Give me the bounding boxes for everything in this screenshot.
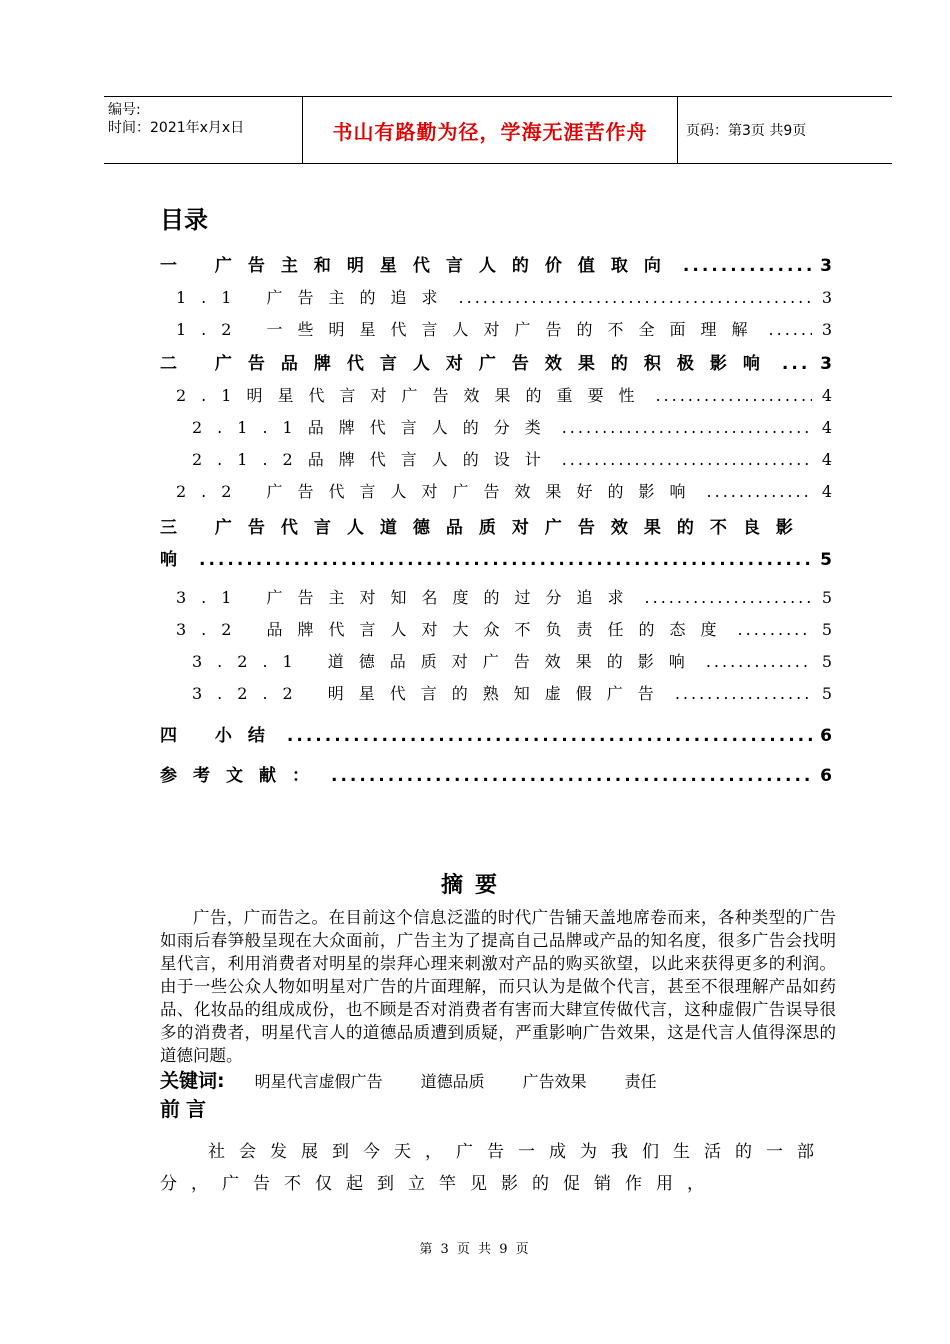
toc-entry-label: 2.1明星代言对广告效果的重要性 xyxy=(176,386,650,405)
keywords-label: 关键词: xyxy=(160,1070,225,1092)
toc-entry[interactable] xyxy=(160,544,832,576)
toc-entry-label: 3.2 品牌代言人对大众不负责任的态度 xyxy=(176,620,732,639)
toc-leader xyxy=(331,760,812,792)
toc-entry[interactable] xyxy=(160,444,832,476)
toc-entry-page: 4 xyxy=(821,450,832,469)
toc-leader xyxy=(562,444,812,476)
number-label: 编号: xyxy=(108,102,141,118)
time-label: 时间：2021年x月x日 xyxy=(108,120,245,136)
toc-leader xyxy=(683,250,812,282)
header-motto: 书山有路勤为径，学海无涯苦作舟 xyxy=(303,97,678,163)
toc-entry[interactable] xyxy=(160,720,832,752)
intro-body: 社会发展到今天，广告一成为我们生活的一部分，广告不仅起到立竿见影的促销作用， xyxy=(160,1142,828,1194)
toc-entry[interactable] xyxy=(160,476,832,508)
toc-entry[interactable] xyxy=(160,380,832,412)
toc-entry-label: 参考文献： xyxy=(160,766,325,786)
toc-entry-page: 6 xyxy=(820,766,832,786)
toc-entry-label: 2.1.2品牌代言人的设计 xyxy=(192,450,556,469)
keyword: 广告效果 xyxy=(522,1072,587,1091)
toc-leader xyxy=(769,314,812,346)
intro-title: 前言 xyxy=(160,1097,212,1121)
toc-entry-label: 2.1.1品牌代言人的分类 xyxy=(192,418,556,437)
toc-entry-page: 4 xyxy=(821,386,832,405)
toc-entry-page: 4 xyxy=(821,482,832,501)
toc-entry[interactable] xyxy=(160,614,832,646)
toc-entry[interactable] xyxy=(160,348,832,380)
keyword: 责任 xyxy=(624,1072,657,1091)
toc-leader xyxy=(459,282,812,314)
toc-entry-label: 2.2 广告代言人对广告效果好的影响 xyxy=(176,482,701,501)
toc-leader xyxy=(738,614,812,646)
toc-entry-page: 3 xyxy=(820,256,832,276)
toc-entry-label: 1.2 一些明星代言人对广告的不全面理解 xyxy=(176,320,763,339)
toc-entry-label: 响 xyxy=(160,550,193,570)
table-of-contents xyxy=(160,248,832,792)
toc-entry-label: 3.2.2 明星代言的熟知虚假广告 xyxy=(192,684,669,703)
toc-leader xyxy=(287,720,812,752)
toc-entry[interactable] xyxy=(160,282,832,314)
toc-title: 目录 xyxy=(160,206,208,234)
toc-entry-label: 二 广告品牌代言人对广告效果的积极影响 xyxy=(160,354,776,374)
toc-entry-label: 3.2.1 道德品质对广告效果的影响 xyxy=(192,652,700,671)
toc-entry-page: 5 xyxy=(821,684,832,703)
toc-leader xyxy=(562,412,812,444)
toc-leader xyxy=(707,476,812,508)
toc-entry[interactable] xyxy=(160,314,832,346)
toc-leader xyxy=(645,582,812,614)
toc-entry-page: 3 xyxy=(821,288,832,307)
toc-entry-label: 四 小结 xyxy=(160,726,281,746)
toc-entry-page: 5 xyxy=(821,588,832,607)
toc-entry[interactable] xyxy=(160,412,832,444)
toc-entry-page: 5 xyxy=(821,620,832,639)
toc-leader xyxy=(655,380,812,412)
toc-entry[interactable] xyxy=(160,582,832,614)
toc-entry-page: 5 xyxy=(820,550,832,570)
abstract-body: 广告，广而告之。在目前这个信息泛滥的时代广告铺天盖地席卷而来，各种类型的广告如雨后春笋般呈现在大众面前，广告主为了提高自己品牌或产品的知名度，很多广告会找明星代言，利用消费者对明星的崇拜心理来刺激对产品的购买欲望，以此来获得更多的利润。由于一些公众人物如明星对广告的片面理解，而只认为是做个代言，甚至不很理解产品如药品、化妆品的组成成份，也不顾是否对消费者有害而大肆宣传做代言，这种虚假广告误导很多的消费者，明星代言人的道德品质遭到质疑，严重影响广告效果，这是代言人值得深思的道德问题。 xyxy=(160,908,836,1065)
toc-entry-page: 3 xyxy=(821,320,832,339)
keywords xyxy=(160,1066,695,1093)
page-header xyxy=(104,96,892,164)
toc-entry[interactable] xyxy=(160,760,832,792)
toc-entry[interactable] xyxy=(160,678,832,710)
toc-leader xyxy=(199,544,812,576)
toc-entry[interactable] xyxy=(160,646,832,678)
toc-leader xyxy=(675,678,812,710)
toc-leader xyxy=(706,646,812,678)
keyword: 道德品质 xyxy=(420,1072,485,1091)
toc-entry[interactable] xyxy=(160,250,832,282)
header-meta xyxy=(104,97,303,163)
toc-entry-label: 3.1 广告主对知名度的过分追求 xyxy=(176,588,639,607)
toc-entry-label: 1.1 广告主的追求 xyxy=(176,288,453,307)
toc-entry-page: 5 xyxy=(821,652,832,671)
keyword: 明星代言虚假广告 xyxy=(254,1072,383,1091)
header-page-info: 页码：第3页 共9页 xyxy=(686,123,807,139)
abstract-title: 摘要 xyxy=(440,873,509,898)
toc-entry-page: 4 xyxy=(821,418,832,437)
toc-entry-page: 3 xyxy=(820,354,832,374)
toc-entry-label: 一 广告主和明星代言人的价值取向 xyxy=(160,256,677,276)
toc-leader xyxy=(782,348,812,380)
page-footer: 第 3 页 共 9 页 xyxy=(419,1242,531,1257)
toc-entry-page: 6 xyxy=(820,726,832,746)
toc-entry-wrapped-line[interactable]: 三 广告代言人道德品质对广告效果的不良影 xyxy=(160,518,809,538)
